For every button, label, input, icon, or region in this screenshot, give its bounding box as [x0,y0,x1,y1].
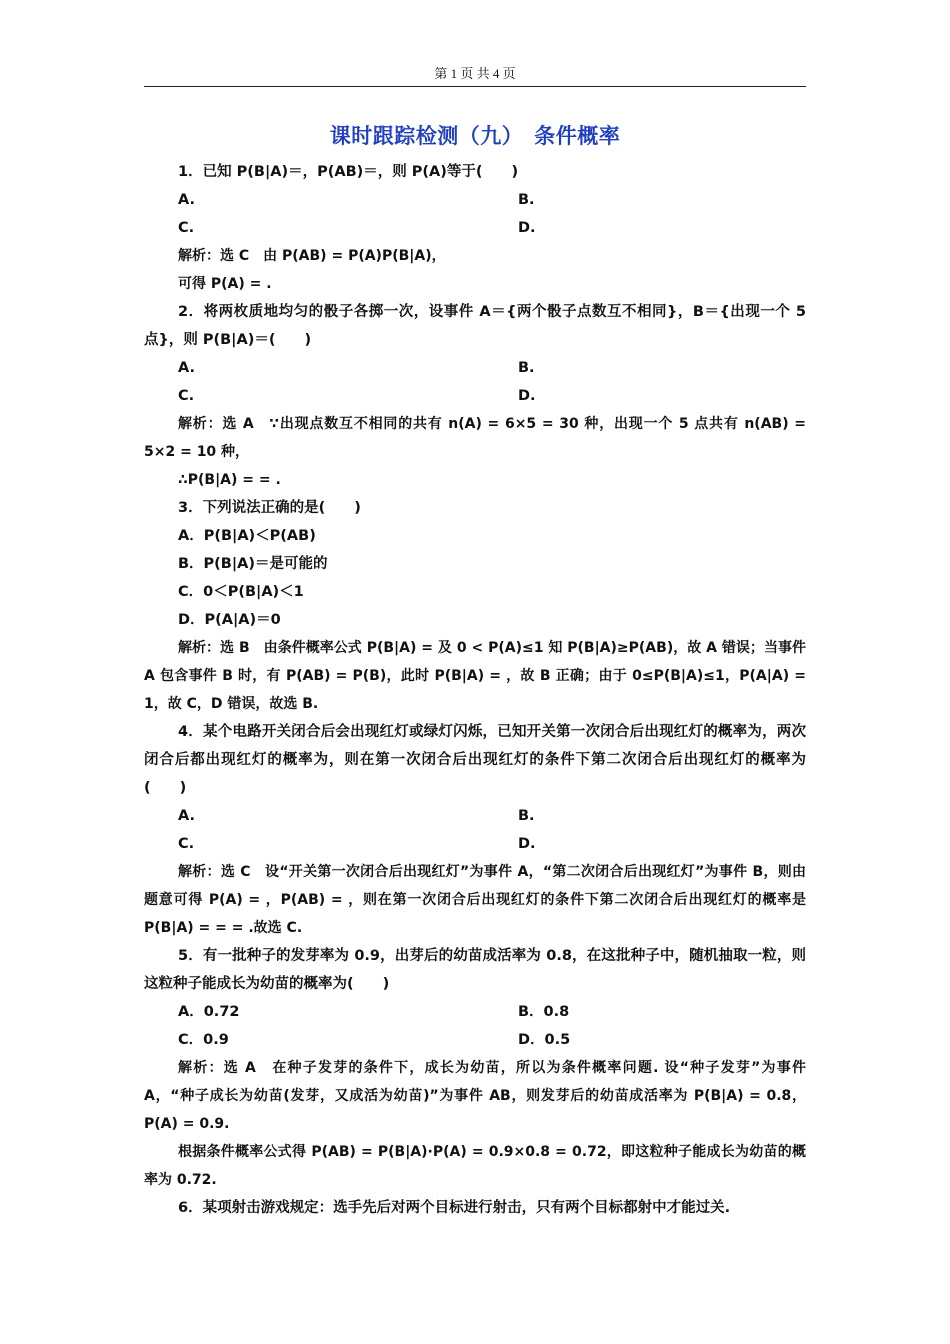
question-6-stem: 6．某项射击游戏规定：选手先后对两个目标进行射击，只有两个目标都射中才能过关. [178,1200,731,1216]
q5-option-d: D．0.5 [518,1032,571,1048]
question-5-options-row-2 [144,1026,806,1054]
q2-option-d: D. [518,388,536,404]
q2-option-c: C. [178,388,195,404]
q4-option-d: D. [518,836,536,852]
q3-solution: 解析：选 B 由条件概率公式 P(B|A) = 及 0 < P(A)≤1 知 P(B|A)≥P(AB)，故 A 错误；当事件 A 包含事件 B 时，有 P(AB) = P(B)，此时 P(B|A) = ，故 B 正确；由于 0≤P(B|A)≤1，P(A|A) = 1，故 C，D 错误，故选 B. [144,640,806,712]
q3-option-d: D．P(A|A)＝0 [178,612,281,628]
q5-option-b: B．0.8 [518,1004,570,1020]
q2-solution-line-2: ∴P(B|A) = = . [178,472,281,488]
q5-option-a: A．0.72 [178,1004,240,1020]
question-2-options-row-1 [144,354,806,382]
q2-solution-line-1: 解析：选 A ∵出现点数互不相同的共有 n(A) = 6×5 = 30 种，出现一个 5 点共有 n(AB) = 5×2 = 10 种， [144,416,806,460]
q5-solution-line-2: 根据条件概率公式得 P(AB) = P(B|A)·P(A) = 0.9×0.8 = 0.72，即这粒种子能成长为幼苗的概率为 0.72. [144,1144,806,1188]
q3-option-a: A．P(B|A)＜P(AB) [178,528,316,544]
q3-option-b: B．P(B|A)＝是可能的 [178,556,328,572]
q1-option-a: A. [178,192,195,208]
q1-solution-line-2: 可得 P(A) = . [178,276,272,292]
question-4-options-row-2 [144,830,806,858]
q1-solution-line-1: 解析：选 C 由 P(AB) = P(A)P(B|A)， [178,248,446,264]
q4-option-a: A. [178,808,195,824]
page-header [144,66,806,87]
question-1-options-row-2 [144,214,806,242]
q5-option-c: C．0.9 [178,1032,229,1048]
q4-option-b: B. [518,808,535,824]
question-2-stem: 2．将两枚质地均匀的骰子各掷一次，设事件 A＝{两个骰子点数互不相同}，B＝{出现一个 5 点}，则 P(B|A)＝( ) [144,304,806,348]
q2-option-b: B. [518,360,535,376]
q1-option-c: C. [178,220,195,236]
question-4-stem: 4．某个电路开关闭合后会出现红灯或绿灯闪烁，已知开关第一次闭合后出现红灯的概率为，两次闭合后都出现红灯的概率为，则在第一次闭合后出现红灯的条件下第二次闭合后出现红灯的概率为( ) [144,724,806,796]
question-2-options-row-2 [144,382,806,410]
question-1-stem: 1．已知 P(B|A)＝，P(AB)＝，则 P(A)等于( ) [178,164,519,180]
q1-option-d: D. [518,220,536,236]
question-5-stem: 5．有一批种子的发芽率为 0.9，出芽后的幼苗成活率为 0.8，在这批种子中，随机抽取一粒，则这粒种子能成长为幼苗的概率为( ) [144,948,806,992]
q3-option-c: C．0＜P(B|A)＜1 [178,584,304,600]
question-3-stem: 3．下列说法正确的是( ) [178,500,361,516]
page-info: 第 1 页 共 4 页 [434,66,516,81]
question-5-options-row-1 [144,998,806,1026]
q5-solution-line-1: 解析：选 A 在种子发芽的条件下，成长为幼苗，所以为条件概率问题. 设“种子发芽”为事件 A，“种子成长为幼苗(发芽，又成活为幼苗)”为事件 AB，则发芽后的幼苗成活率为 P(B|A) = 0.8，P(A) = 0.9. [144,1060,806,1132]
question-4-options-row-1 [144,802,806,830]
q1-option-b: B. [518,192,535,208]
q4-option-c: C. [178,836,195,852]
q4-solution: 解析：选 C 设“开关第一次闭合后出现红灯”为事件 A，“第二次闭合后出现红灯”为事件 B，则由题意可得 P(A) = ，P(AB) = ，则在第一次闭合后出现红灯的条件下第二次闭合后出现红灯的概率是 P(B|A) = = = .故选 C. [144,864,806,936]
page-title: 课时跟踪检测（九） 条件概率 [329,124,621,148]
question-1-options-row-1 [144,186,806,214]
q2-option-a: A. [178,360,195,376]
document-body [144,158,806,1222]
